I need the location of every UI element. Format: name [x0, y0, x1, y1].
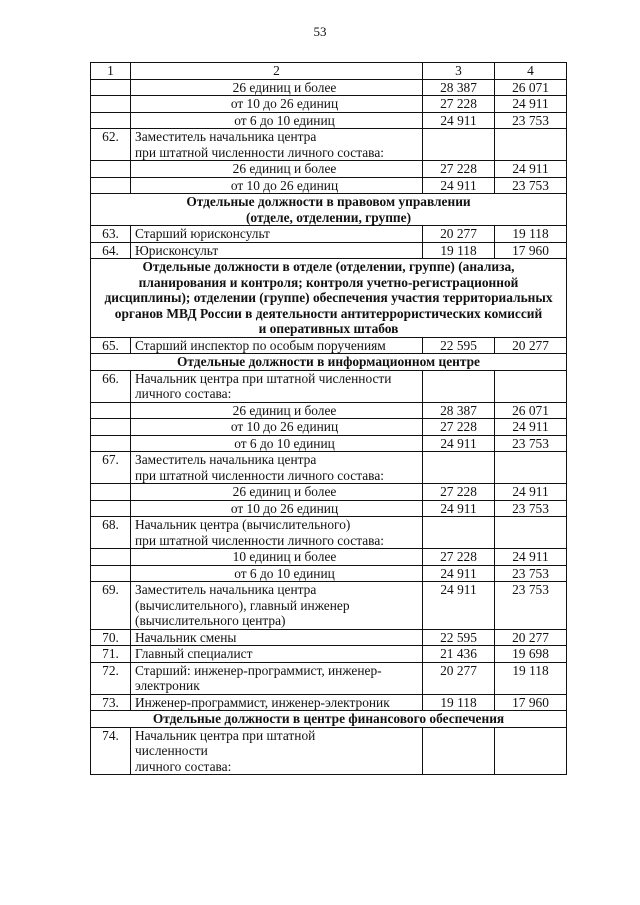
position-title: 26 единиц и более [131, 484, 423, 501]
salary-col-3: 24 911 [423, 112, 495, 129]
salary-col-3 [423, 370, 495, 402]
table-subrow [91, 79, 567, 96]
salary-col-4: 23 753 [495, 565, 567, 582]
row-number: 74. [91, 727, 131, 775]
table-row [91, 337, 567, 354]
salary-col-3: 22 595 [423, 337, 495, 354]
salary-col-3: 24 911 [423, 565, 495, 582]
row-number [91, 79, 131, 96]
salary-col-4 [495, 452, 567, 484]
salary-col-4 [495, 129, 567, 161]
table-subrow [91, 565, 567, 582]
salary-col-3: 28 387 [423, 79, 495, 96]
table-subrow [91, 402, 567, 419]
row-number: 63. [91, 226, 131, 243]
salary-col-3: 19 118 [423, 694, 495, 711]
salary-table [90, 62, 567, 775]
table-row [91, 517, 567, 549]
row-number: 73. [91, 694, 131, 711]
table-body [91, 79, 567, 775]
salary-col-3: 20 277 [423, 662, 495, 694]
salary-col-4: 24 911 [495, 484, 567, 501]
section-heading-row [91, 354, 567, 371]
row-number [91, 96, 131, 113]
table-row [91, 452, 567, 484]
header-col-4: 4 [495, 63, 567, 80]
table-row [91, 629, 567, 646]
row-number [91, 435, 131, 452]
salary-col-4: 20 277 [495, 337, 567, 354]
salary-col-4: 24 911 [495, 549, 567, 566]
salary-col-4: 19 118 [495, 226, 567, 243]
table-row [91, 646, 567, 663]
position-title: Главный специалист [131, 646, 423, 663]
salary-col-4: 23 753 [495, 177, 567, 194]
position-title: от 6 до 10 единиц [131, 112, 423, 129]
row-number: 64. [91, 242, 131, 259]
position-title: 10 единиц и более [131, 549, 423, 566]
salary-col-3: 19 118 [423, 242, 495, 259]
table-row [91, 370, 567, 402]
salary-col-4: 23 753 [495, 435, 567, 452]
position-title: 26 единиц и более [131, 161, 423, 178]
section-heading: Отдельные должности в отделе (отделении, группе) (анализа, планирования и контроля; контроля учетно-регистрационной дисциплины); отделении (группе) обеспечения участия территориальных органов МВД России в деятельности антитеррористических комиссий и оперативных штабов [91, 259, 567, 338]
position-title: от 10 до 26 единиц [131, 419, 423, 436]
row-number: 65. [91, 337, 131, 354]
row-number [91, 402, 131, 419]
salary-col-3: 27 228 [423, 484, 495, 501]
row-number: 69. [91, 582, 131, 630]
table-subrow [91, 96, 567, 113]
salary-col-3 [423, 452, 495, 484]
position-title: Старший инспектор по особым поручениям [131, 337, 423, 354]
row-number [91, 500, 131, 517]
section-heading: Отдельные должности в информационном центре [91, 354, 567, 371]
row-number [91, 161, 131, 178]
table-row [91, 582, 567, 630]
salary-col-3: 21 436 [423, 646, 495, 663]
position-title: от 10 до 26 единиц [131, 500, 423, 517]
row-number [91, 112, 131, 129]
salary-col-4: 26 071 [495, 79, 567, 96]
table-row [91, 662, 567, 694]
header-col-3: 3 [423, 63, 495, 80]
salary-col-4: 24 911 [495, 161, 567, 178]
salary-col-3: 27 228 [423, 549, 495, 566]
table-row [91, 694, 567, 711]
salary-col-3 [423, 727, 495, 775]
position-title: от 10 до 26 единиц [131, 177, 423, 194]
position-title: Начальник смены [131, 629, 423, 646]
salary-col-3: 22 595 [423, 629, 495, 646]
table-header-row [91, 63, 567, 80]
salary-col-4: 19 698 [495, 646, 567, 663]
position-title: 26 единиц и более [131, 79, 423, 96]
header-col-1: 1 [91, 63, 131, 80]
salary-col-3: 24 911 [423, 435, 495, 452]
table-subrow [91, 419, 567, 436]
position-title: от 6 до 10 единиц [131, 565, 423, 582]
page-number: 53 [313, 24, 327, 39]
position-title: Юрисконсульт [131, 242, 423, 259]
section-heading: Отдельные должности в правовом управлении (отделе, отделении, группе) [91, 194, 567, 226]
salary-col-3: 24 911 [423, 177, 495, 194]
table-subrow [91, 177, 567, 194]
salary-col-4 [495, 517, 567, 549]
table-subrow [91, 484, 567, 501]
salary-col-4: 20 277 [495, 629, 567, 646]
row-number: 66. [91, 370, 131, 402]
header-col-2: 2 [131, 63, 423, 80]
position-title: Заместитель начальника центра при штатной численности личного состава: [131, 129, 423, 161]
section-heading: Отдельные должности в центре финансового обеспечения [91, 711, 567, 728]
table-row [91, 727, 567, 775]
salary-col-3 [423, 517, 495, 549]
table-subrow [91, 500, 567, 517]
row-number [91, 565, 131, 582]
row-number: 67. [91, 452, 131, 484]
position-title: от 6 до 10 единиц [131, 435, 423, 452]
table-row [91, 129, 567, 161]
salary-col-3: 24 911 [423, 582, 495, 630]
table-subrow [91, 161, 567, 178]
position-title: Заместитель начальника центра при штатной численности личного состава: [131, 452, 423, 484]
salary-col-3: 27 228 [423, 419, 495, 436]
salary-col-4: 19 118 [495, 662, 567, 694]
row-number [91, 177, 131, 194]
row-number: 71. [91, 646, 131, 663]
row-number [91, 484, 131, 501]
salary-col-3: 27 228 [423, 161, 495, 178]
position-title: Начальник центра (вычислительного) при штатной численности личного состава: [131, 517, 423, 549]
row-number: 70. [91, 629, 131, 646]
salary-col-4: 26 071 [495, 402, 567, 419]
salary-col-4: 23 753 [495, 582, 567, 630]
table-row [91, 226, 567, 243]
salary-col-4: 23 753 [495, 112, 567, 129]
salary-col-4: 17 960 [495, 242, 567, 259]
salary-col-4: 23 753 [495, 500, 567, 517]
salary-col-4 [495, 370, 567, 402]
salary-col-4: 24 911 [495, 419, 567, 436]
row-number: 62. [91, 129, 131, 161]
position-title: Заместитель начальника центра (вычислительного), главный инженер (вычислительного центра) [131, 582, 423, 630]
section-heading-row [91, 711, 567, 728]
section-heading-row [91, 194, 567, 226]
position-title: 26 единиц и более [131, 402, 423, 419]
salary-col-3: 20 277 [423, 226, 495, 243]
row-number: 72. [91, 662, 131, 694]
position-title: Инженер-программист, инженер-электроник [131, 694, 423, 711]
section-heading-row [91, 259, 567, 338]
table-row [91, 242, 567, 259]
salary-col-4: 24 911 [495, 96, 567, 113]
table-subrow [91, 549, 567, 566]
position-title: от 10 до 26 единиц [131, 96, 423, 113]
row-number: 68. [91, 517, 131, 549]
salary-col-4 [495, 727, 567, 775]
position-title: Старший юрисконсульт [131, 226, 423, 243]
row-number [91, 549, 131, 566]
table-subrow [91, 435, 567, 452]
salary-col-3: 28 387 [423, 402, 495, 419]
salary-col-4: 17 960 [495, 694, 567, 711]
salary-col-3: 24 911 [423, 500, 495, 517]
position-title: Начальник центра при штатной численности личного состава: [131, 370, 423, 402]
row-number [91, 419, 131, 436]
position-title: Старший: инженер-программист, инженер- электроник [131, 662, 423, 694]
salary-col-3 [423, 129, 495, 161]
salary-col-3: 27 228 [423, 96, 495, 113]
position-title: Начальник центра при штатной численности личного состава: [131, 727, 423, 775]
table-subrow [91, 112, 567, 129]
